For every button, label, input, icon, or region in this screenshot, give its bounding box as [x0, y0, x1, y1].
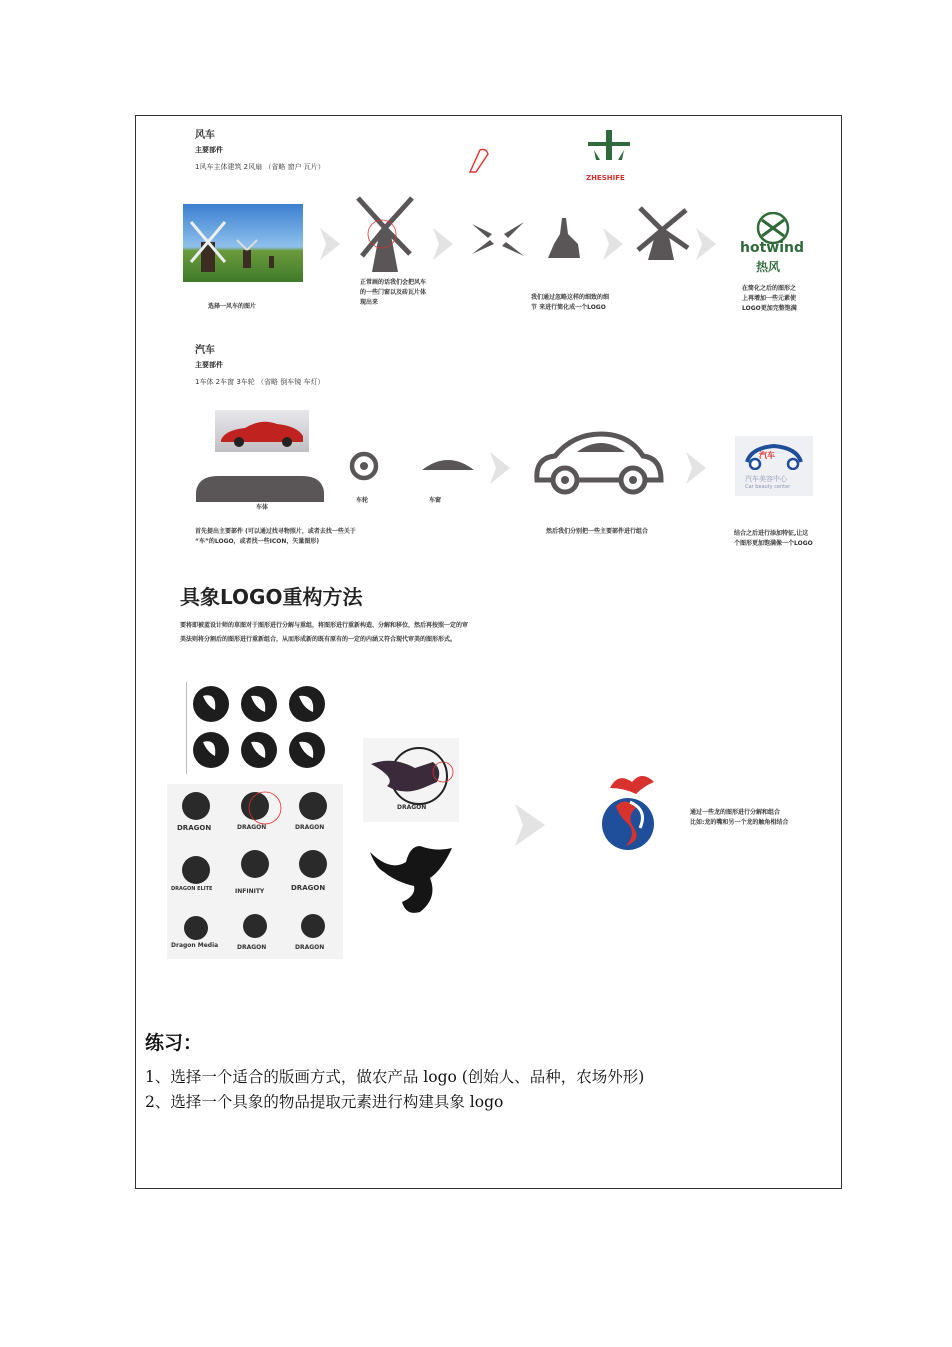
dragon-logo-panel	[167, 784, 343, 959]
windmill-photo-caption: 选择一风车的图片	[208, 303, 257, 310]
windmill-detail-icon	[354, 194, 418, 274]
document-frame	[135, 115, 842, 1189]
dragon-label: DRAGON	[177, 824, 212, 832]
car-body-label: 车体	[256, 504, 269, 511]
windmill-subtitle: 主要部件	[195, 146, 223, 154]
car-badge-sub: Car beauty center	[745, 484, 791, 490]
car-photo	[215, 410, 309, 452]
method-description: 要将即被蓝设计师的草图对于图形进行分解与重组，将图形进行重新构造、分解和移位，然后再按照一定的审 美法则将分割后的图形进行重新组合，从而形成新的既有原有的一定的内涵又符合现代审美的图形形式。	[180, 622, 469, 643]
zheshife-logo-icon	[586, 130, 632, 170]
windmill-blades-icon	[470, 216, 526, 260]
arrow-chevron-icon	[429, 226, 457, 262]
car-combined-icon	[531, 430, 667, 496]
sketch-mark	[466, 146, 492, 176]
dragon-label: Dragon Media	[171, 942, 219, 949]
windmill-parts: 1风车主体建筑 2风扇 （省略 窗户 瓦片）	[195, 163, 325, 171]
hotwind-logo-text: hotwind	[740, 240, 804, 256]
car-parts: 1车体 2车窗 3车轮 （省略 倒车镜 车灯）	[195, 378, 325, 386]
dragon-label: DRAGON	[237, 944, 267, 951]
exercise-title: 练习：	[145, 1032, 203, 1054]
car-extract-caption: 首先提出主要部件 (可以通过找寻物照片，或者去找一些关于 “车”的LOGO，或者找一些ICON，矢量图形)	[195, 528, 356, 545]
dragon-label: DRAGON	[295, 824, 325, 831]
dragon-company-logo	[363, 738, 459, 822]
dragon-label: DRAGON ELITE	[171, 886, 213, 892]
dragon-label: DRAGON	[295, 944, 325, 951]
windmill-simplified-icon	[634, 206, 692, 262]
dragon-company-text: DRAGON	[397, 804, 427, 811]
dragon-label: DRAGON	[237, 824, 267, 831]
car-window-label: 车窗	[429, 497, 442, 504]
dragon-label: INFINITY	[235, 888, 265, 895]
black-dragon-icon	[366, 842, 456, 918]
windmill-final-caption: 在简化之后的图形之 上再增加一些元素使 LOGO更加完整饱满	[742, 285, 797, 312]
exercise-item: 1、选择一个适合的版画方式，做农产品 logo (创始人、品种，农场外形)	[145, 1068, 645, 1086]
car-title: 汽车	[195, 345, 215, 356]
zheshife-logo-text: ZHESHIFE	[586, 174, 625, 182]
arrow-chevron-icon	[486, 450, 514, 486]
car-badge-text: 汽车美容中心	[745, 475, 787, 483]
arrow-chevron-icon	[511, 802, 551, 848]
exercise-item: 2、选择一个具象的物品提取元素进行构建具象 logo	[145, 1093, 504, 1111]
windmill-simplify-caption: 我们通过忽略这样的细致的细 节 来进行简化成一个LOGO	[531, 294, 610, 311]
windmill-photo	[183, 204, 303, 282]
windmill-body-icon	[546, 216, 582, 260]
hotwind-logo-cn: 热风	[756, 260, 781, 274]
method-title: 具象LOGO重构方法	[180, 585, 363, 609]
car-wheel-label: 车轮	[356, 497, 369, 504]
arrow-chevron-icon	[682, 450, 710, 486]
car-badge	[735, 436, 813, 496]
car-subtitle: 主要部件	[195, 361, 223, 369]
arrow-chevron-icon	[316, 226, 344, 262]
car-body-icon	[196, 474, 324, 502]
car-combine-caption: 然后我们分别把一些主要部件进行组合	[546, 528, 649, 535]
dragon-grid-top	[186, 682, 332, 774]
dragon-label: DRAGON	[291, 884, 326, 892]
result-caption: 通过一些龙的图形进行分解和组合 比如:龙的嘴和另一个龙的触角相结合	[690, 809, 789, 826]
arrow-chevron-icon	[692, 226, 720, 262]
windmill-title: 风车	[195, 130, 215, 141]
car-final-caption: 结合之后进行添加特征,让这 个图形更加饱满像一个LOGO	[734, 530, 813, 547]
result-dragon-logo-icon	[596, 766, 662, 862]
car-window-icon	[422, 456, 474, 472]
car-badge-logo: 汽车	[759, 451, 775, 460]
windmill-detail-caption: 正常画的话我们会把风车 的一些门窗以及砖瓦片体 现出来	[360, 279, 427, 306]
car-wheel-icon	[348, 450, 380, 482]
arrow-chevron-icon	[599, 226, 627, 262]
